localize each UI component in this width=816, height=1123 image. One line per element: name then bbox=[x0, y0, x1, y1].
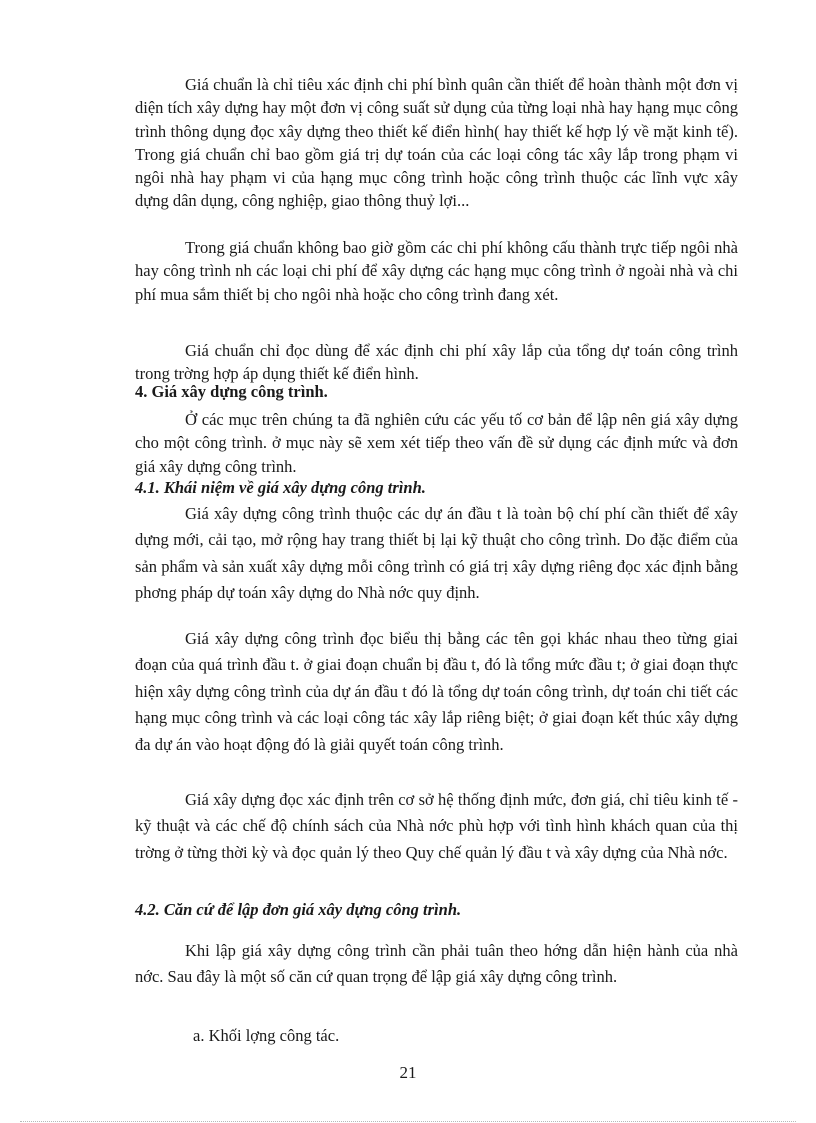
heading-section-4-2: 4.2. Căn cứ để lập đơn giá xây dựng công trình. bbox=[135, 900, 462, 919]
paragraph-gia-chuan-exclusions bbox=[135, 236, 738, 306]
paragraph-gia-chuan-usage bbox=[135, 339, 738, 386]
paragraph-text: Giá xây dựng công trình thuộc các dự án đầu t là toàn bộ chí phí cần thiết để xây dựng mới, cải tạo, mở rộng hay trang thiết bị lại kỹ thuật cho công trình. Do đặc điểm của sản phẩm và sản xuất xây dựng mỗi công trình có giá trị xây dựng riêng đọc xác định bằng phơng pháp dự toán xây dựng do Nhà nớc quy định. bbox=[135, 504, 738, 603]
paragraph-gia-chuan bbox=[135, 73, 738, 213]
paragraph-section-4-intro bbox=[135, 408, 738, 478]
heading-section-4: 4. Giá xây dựng công trình. bbox=[135, 382, 328, 401]
paragraph-text: Ở các mục trên chúng ta đã nghiên cứu các yếu tố cơ bản để lập nên giá xây dựng cho một công trình. ở mục này sẽ xem xét tiếp theo vấn đề sử dụng các định mức và đơn giá xây dựng công trình. bbox=[135, 410, 738, 476]
paragraph-text: Giá xây dựng đọc xác định trên cơ sở hệ thống định mức, đơn giá, chỉ tiêu kinh tế - kỹ thuật và các chế độ chính sách của Nhà nớc phù hợp với tình hình khách quan của thị trờng ở từng thời kỳ và đọc quản lý theo Quy chế quản lý đầu t và xây dựng của Nhà nớc. bbox=[135, 790, 738, 862]
paragraph-definition bbox=[135, 501, 738, 607]
paragraph-stages bbox=[135, 626, 738, 758]
paragraph-section-4-2-intro bbox=[135, 938, 738, 991]
paragraph-text: Trong giá chuẩn không bao giờ gồm các chi phí không cấu thành trực tiếp ngôi nhà hay công trình nh các loại chi phí để xây dựng các hạng mục công trình ở ngoài nhà và chi phí mua sắm thiết bị cho ngôi nhà hoặc cho công trình đang xét. bbox=[135, 238, 738, 304]
paragraph-text: Giá xây dựng công trình đọc biểu thị bằng các tên gọi khác nhau theo từng giai đoạn của quá trình đầu t. ở giai đoạn chuẩn bị đầu t, đó là tổng mức đầu t; ở giai đoạn thực hiện xây dựng công trình của dự án đầu t đó là tổng dự toán công trình, dự toán chi tiết các hạng mục công trình và các loại công tác xây lắp riêng biệt; ở giai đoạn kết thúc xây dựng đa dự án vào hoạt động đó là giải quyết toán công trình. bbox=[135, 629, 738, 754]
paragraph-text: Khi lập giá xây dựng công trình cần phải tuân theo hớng dẫn hiện hành của nhà nớc. Sau đây là một số căn cứ quan trọng để lập giá xây dựng công trình. bbox=[135, 941, 738, 987]
page-bottom-divider bbox=[20, 1121, 796, 1122]
paragraph-text: Giá chuẩn chỉ đọc dùng để xác định chi phí xây lắp của tổng dự toán công trình trong trờng hợp áp dụng thiết kế điển hình. bbox=[135, 341, 738, 384]
paragraph-basis bbox=[135, 787, 738, 866]
heading-section-4-1: 4.1. Khái niệm về giá xây dựng công trình. bbox=[135, 478, 426, 497]
page-number: 21 bbox=[399, 1063, 417, 1082]
list-item-a: a. Khối lợng công tác. bbox=[193, 1026, 340, 1045]
paragraph-text: Giá chuẩn là chỉ tiêu xác định chi phí bình quân cần thiết để hoàn thành một đơn vị diện tích xây dựng hay một đơn vị công suất sử dụng của từng loại nhà hay hạng mục công trình thông dụng đọc xây dựng theo thiết kế điển hình( hay thiết kế hợp lý về mặt kinh tế). Trong giá chuẩn chỉ bao gồm giá trị dự toán của các loại công tác xây lắp trong phạm vi ngôi nhà hay phạm vi của hạng mục công trình hoặc công trình thuộc các lĩnh vực xây dựng dân dụng, công nghiệp, giao thông thuỷ lợi... bbox=[135, 75, 738, 211]
